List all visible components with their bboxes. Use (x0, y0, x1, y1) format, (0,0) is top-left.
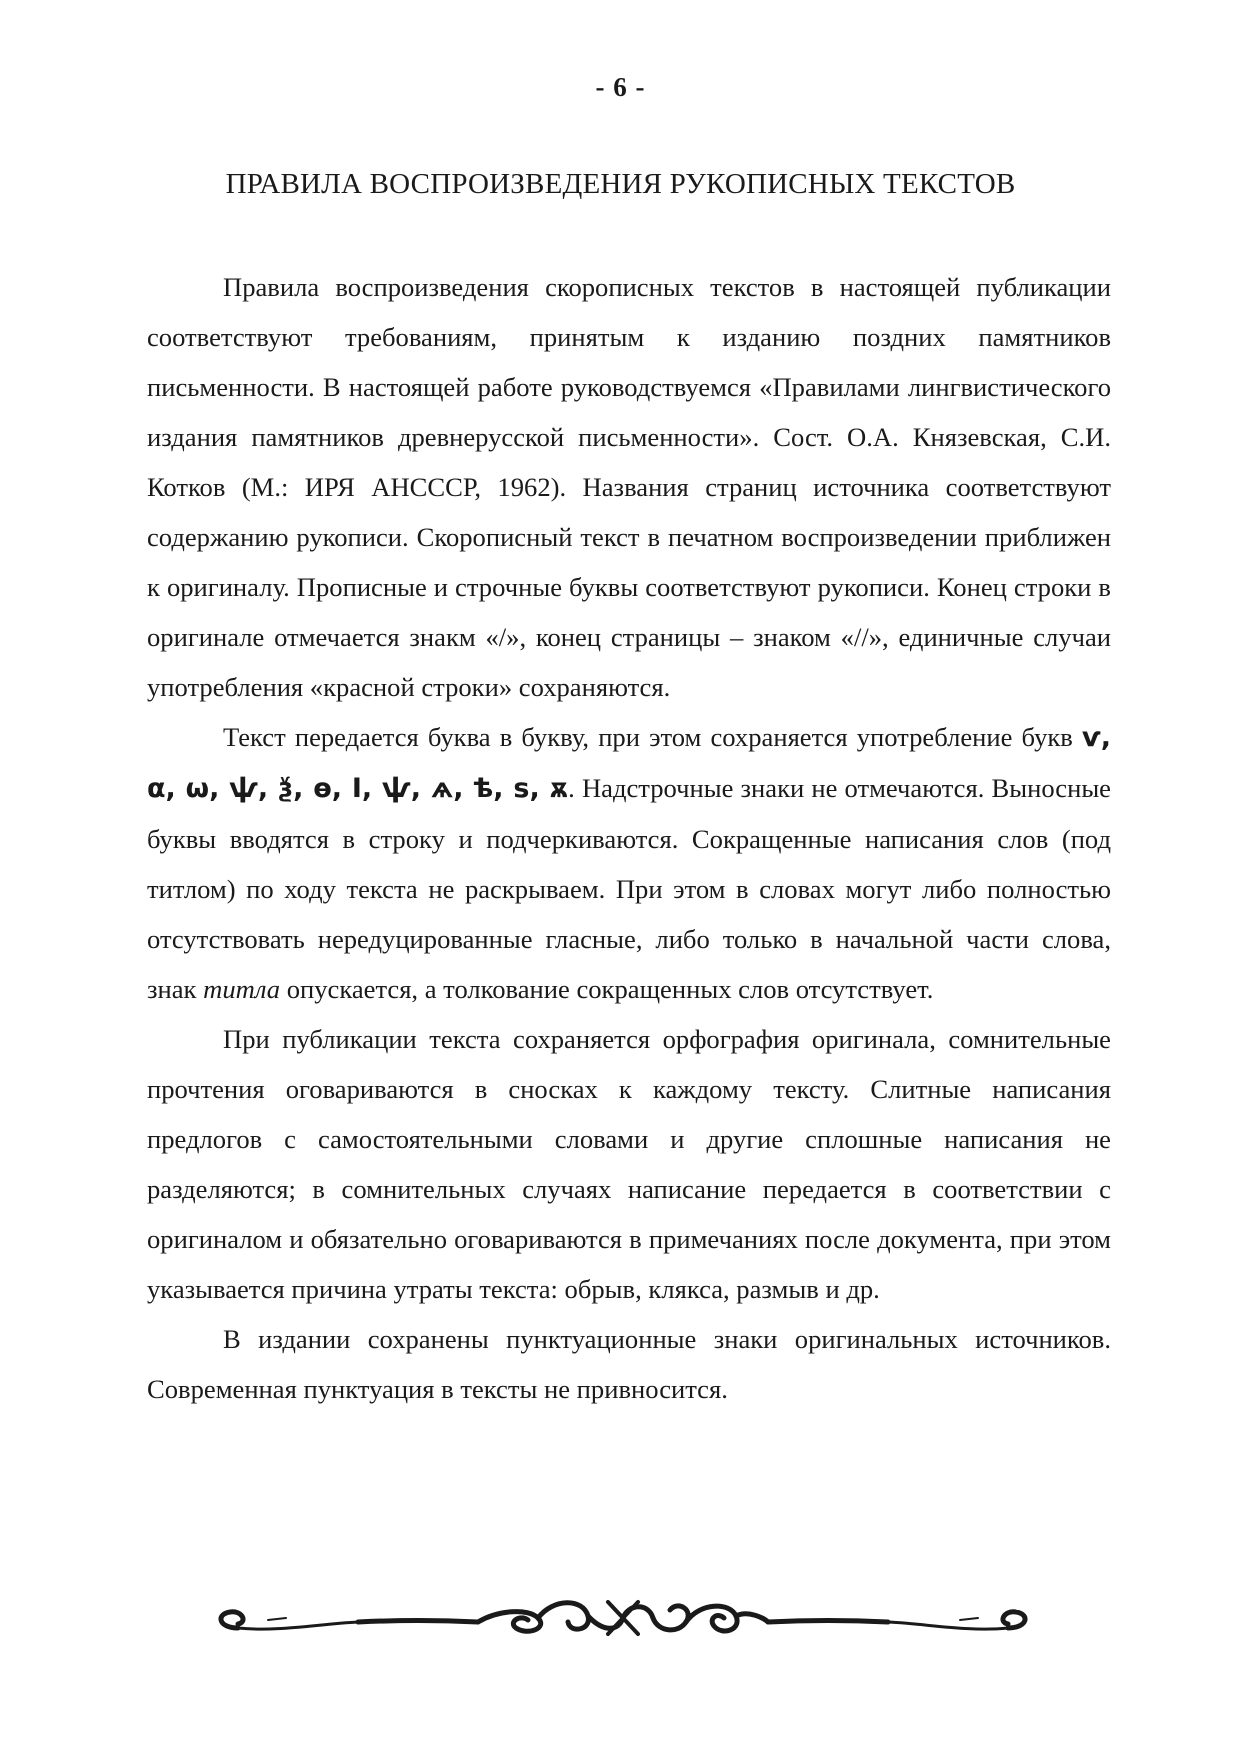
paragraph-2-start: Текст передается буква в букву, при этом сохраняется употребление букв (223, 722, 1082, 752)
page-title: ПРАВИЛА ВОСПРОИЗВЕДЕНИЯ РУКОПИСНЫХ ТЕКСТОВ (225, 168, 1016, 200)
ornamental-divider-icon (208, 1588, 1038, 1652)
paragraph-2-end: опускается, а толкование сокращенных слов отсутствует. (280, 974, 934, 1004)
paragraph-4: В издании сохранены пунктуационные знаки оригинальных источников. Современная пунктуация в тексты не привносится. (147, 1324, 1111, 1404)
page-number: - 6 - (595, 72, 646, 102)
old-letters-list: ѵ, α, ѡ, ѱ, ѯ, ѳ, І, ѱ, ѧ, ѣ, ѕ, ѫ (147, 722, 1111, 804)
paragraph-3: При публикации текста сохраняется орфография оригинала, сомнительные прочтения оговариваются в сносках к каждому тексту. Слитные написания предлогов с самостоятельными словами и другие сплошные написания не разделяются; в сомнительных случаях написание передается в соответствии с оригиналом и обязательно оговариваются в примечаниях после документа, при этом указывается причина утраты текста: обрыв, клякса, размыв и др. (147, 1024, 1111, 1304)
italic-term: титла (203, 974, 281, 1004)
document-body (147, 262, 1111, 1414)
paragraph-2-middle: . Надстрочные знаки не отмечаются. Выносные буквы вводятся в строку и подчеркиваются. Сокращенные написания слов (под титлом) по ходу текста не раскрываем. При этом в словах могут либо полностью отсутствовать нередуцированные гласные, либо только в начальной части слова, знак (147, 773, 1111, 1004)
paragraph-1: Правила воспроизведения скорописных текстов в настоящей публикации соответствуют требованиям, принятым к изданию поздних памятников письменности. В настоящей работе руководствуемся «Правилами лингвистического издания памятников древнерусской письменности». Сост. О.А. Князевская, С.И. Котков (М.: ИРЯ АНСССР, 1962). Названия страниц источника соответствуют содержанию рукописи. Скорописный текст в печатном воспроизведении приближен к оригиналу. Прописные и строчные буквы соответствуют рукописи. Конец строки в оригинале отмечается знакм «/», конец страницы – знаком «//», единичные случаи употребления «красной строки» сохраняются. (147, 272, 1111, 702)
paragraph-2 (147, 712, 1111, 1014)
